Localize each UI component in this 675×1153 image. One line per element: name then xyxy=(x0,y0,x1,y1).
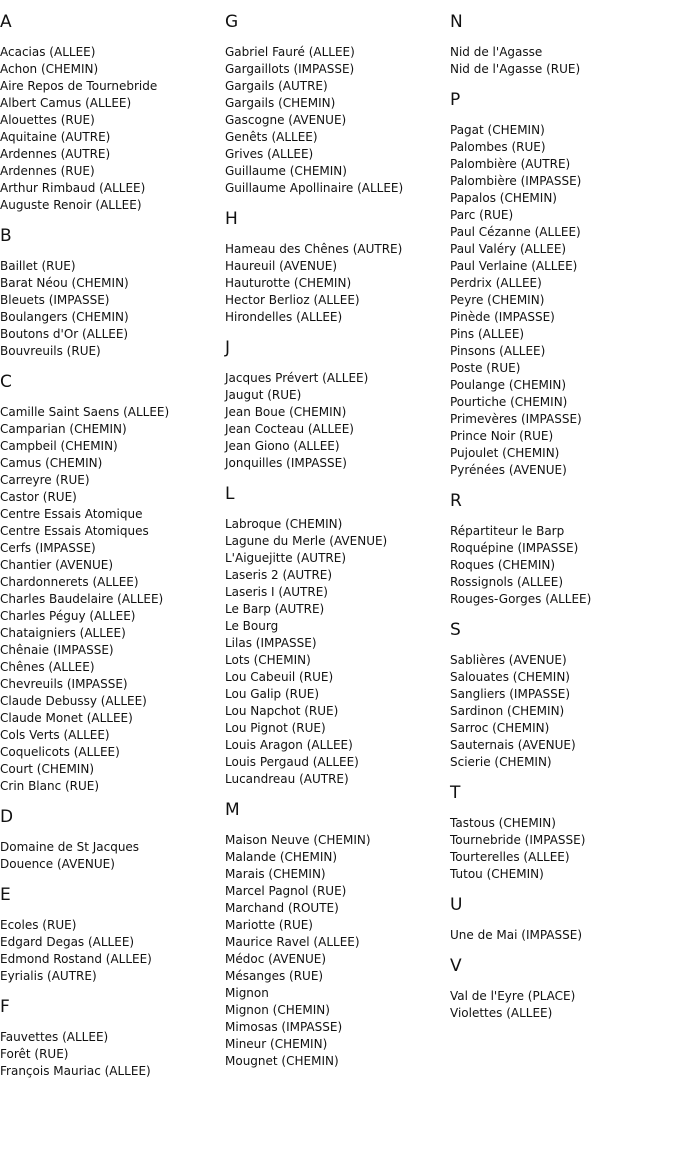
street-list xyxy=(225,370,450,472)
street-entry: Arthur Rimbaud (ALLEE) xyxy=(0,181,146,195)
street-entry: Pinsons (ALLEE) xyxy=(450,344,546,358)
street-entry: Boutons d'Or (ALLEE) xyxy=(0,327,129,341)
street-entry: Centre Essais Atomiques xyxy=(0,524,149,538)
section-letter-heading: B xyxy=(0,226,12,246)
street-entry: Louis Aragon (ALLEE) xyxy=(225,738,353,752)
street-entry: Rossignols (ALLEE) xyxy=(450,575,564,589)
street-entry: Une de Mai (IMPASSE) xyxy=(450,928,583,942)
letter-section-h xyxy=(225,209,450,326)
street-entry: Maurice Ravel (ALLEE) xyxy=(225,935,360,949)
street-list xyxy=(450,523,675,608)
street-entry: Mimosas (IMPASSE) xyxy=(225,1020,343,1034)
street-entry: Eyrialis (AUTRE) xyxy=(0,969,97,983)
street-entry: Aquitaine (AUTRE) xyxy=(0,130,111,144)
letter-section-c xyxy=(0,372,225,795)
street-entry: Claude Debussy (ALLEE) xyxy=(0,694,147,708)
letter-section-b xyxy=(0,226,225,360)
street-entry: Marcel Pagnol (RUE) xyxy=(225,884,347,898)
section-letter-heading: V xyxy=(450,956,462,976)
section-letter-heading: T xyxy=(450,783,461,803)
letter-section-l xyxy=(225,484,450,788)
street-entry: Genêts (ALLEE) xyxy=(225,130,318,144)
street-entry: Perdrix (ALLEE) xyxy=(450,276,542,290)
street-entry: Poulange (CHEMIN) xyxy=(450,378,567,392)
street-entry: Le Barp (AUTRE) xyxy=(225,602,325,616)
street-entry: Baillet (RUE) xyxy=(0,259,76,273)
street-entry: Salouates (CHEMIN) xyxy=(450,670,570,684)
street-entry: Lilas (IMPASSE) xyxy=(225,636,317,650)
street-entry: Jean Cocteau (ALLEE) xyxy=(225,422,354,436)
section-letter-heading: L xyxy=(225,484,235,504)
street-entry: Poste (RUE) xyxy=(450,361,521,375)
street-entry: Mésanges (RUE) xyxy=(225,969,324,983)
letter-section-m xyxy=(225,800,450,1070)
street-entry: Médoc (AVENUE) xyxy=(225,952,327,966)
street-list xyxy=(450,988,675,1022)
letter-section-n xyxy=(450,12,675,78)
section-letter-heading: C xyxy=(0,372,12,392)
section-letter-heading: G xyxy=(225,12,239,32)
street-entry: Chantier (AVENUE) xyxy=(0,558,114,572)
street-entry: Edmond Rostand (ALLEE) xyxy=(0,952,152,966)
street-entry: Jaugut (RUE) xyxy=(225,388,302,402)
street-entry: Mariotte (RUE) xyxy=(225,918,313,932)
section-letter-heading: S xyxy=(450,620,461,640)
street-entry: Court (CHEMIN) xyxy=(0,762,94,776)
street-entry: Alouettes (RUE) xyxy=(0,113,95,127)
street-entry: Scierie (CHEMIN) xyxy=(450,755,552,769)
street-entry: L'Aiguejitte (AUTRE) xyxy=(225,551,347,565)
street-entry: Chataigniers (ALLEE) xyxy=(0,626,126,640)
street-list xyxy=(225,832,450,1070)
street-entry: Gargails (AUTRE) xyxy=(225,79,328,93)
street-entry: Pyrénées (AVENUE) xyxy=(450,463,567,477)
street-entry: Pinède (IMPASSE) xyxy=(450,310,555,324)
street-list xyxy=(450,927,675,944)
street-entry: Campbeil (CHEMIN) xyxy=(0,439,118,453)
street-entry: Edgard Degas (ALLEE) xyxy=(0,935,135,949)
street-entry: Ecoles (RUE) xyxy=(0,918,77,932)
street-entry: Achon (CHEMIN) xyxy=(0,62,99,76)
letter-section-u xyxy=(450,895,675,944)
street-entry: Lots (CHEMIN) xyxy=(225,653,311,667)
street-entry: Maison Neuve (CHEMIN) xyxy=(225,833,371,847)
street-list xyxy=(225,516,450,788)
section-letter-heading: J xyxy=(225,338,231,358)
street-entry: Mineur (CHEMIN) xyxy=(225,1037,328,1051)
street-entry: Boulangers (CHEMIN) xyxy=(0,310,129,324)
street-entry: Sablières (AVENUE) xyxy=(450,653,567,667)
section-letter-heading: N xyxy=(450,12,463,32)
street-entry: François Mauriac (ALLEE) xyxy=(0,1064,151,1078)
street-entry: Camille Saint Saens (ALLEE) xyxy=(0,405,170,419)
street-entry: Le Bourg xyxy=(225,619,279,633)
street-entry: Prince Noir (RUE) xyxy=(450,429,554,443)
section-letter-heading: A xyxy=(0,12,12,32)
street-entry: Mignon (CHEMIN) xyxy=(225,1003,330,1017)
section-letter-heading: F xyxy=(0,997,10,1017)
street-entry: Roques (CHEMIN) xyxy=(450,558,556,572)
street-entry: Cols Verts (ALLEE) xyxy=(0,728,110,742)
letter-section-v xyxy=(450,956,675,1022)
street-entry: Barat Néou (CHEMIN) xyxy=(0,276,129,290)
street-entry: Chênaie (IMPASSE) xyxy=(0,643,114,657)
letter-section-a xyxy=(0,12,225,214)
street-list xyxy=(0,258,225,360)
street-entry: Gabriel Fauré (ALLEE) xyxy=(225,45,355,59)
street-entry: Domaine de St Jacques xyxy=(0,840,140,854)
street-entry: Claude Monet (ALLEE) xyxy=(0,711,133,725)
street-entry: Hauturotte (CHEMIN) xyxy=(225,276,352,290)
street-entry: Lou Pignot (RUE) xyxy=(225,721,326,735)
street-entry: Sauternais (AVENUE) xyxy=(450,738,576,752)
street-entry: Palombière (IMPASSE) xyxy=(450,174,582,188)
street-entry: Lou Galip (RUE) xyxy=(225,687,320,701)
street-entry: Hirondelles (ALLEE) xyxy=(225,310,343,324)
street-entry: Gargaillots (IMPASSE) xyxy=(225,62,355,76)
street-entry: Bleuets (IMPASSE) xyxy=(0,293,110,307)
street-entry: Palombière (AUTRE) xyxy=(450,157,571,171)
letter-section-g xyxy=(225,12,450,197)
street-entry: Sangliers (IMPASSE) xyxy=(450,687,570,701)
street-entry: Charles Baudelaire (ALLEE) xyxy=(0,592,164,606)
street-entry: Haureuil (AVENUE) xyxy=(225,259,338,273)
street-entry: Jean Boue (CHEMIN) xyxy=(225,405,347,419)
letter-section-r xyxy=(450,491,675,608)
street-entry: Sardinon (CHEMIN) xyxy=(450,704,565,718)
street-entry: Chardonnerets (ALLEE) xyxy=(0,575,139,589)
street-list xyxy=(0,404,225,795)
street-entry: Douence (AVENUE) xyxy=(0,857,115,871)
street-entry: Pujoulet (CHEMIN) xyxy=(450,446,560,460)
column-1 xyxy=(0,0,225,1080)
street-entry: Forêt (RUE) xyxy=(0,1047,69,1061)
letter-section-d xyxy=(0,807,225,873)
street-entry: Guillaume (CHEMIN) xyxy=(225,164,347,178)
street-entry: Carreyre (RUE) xyxy=(0,473,90,487)
street-entry: Laseris 2 (AUTRE) xyxy=(225,568,333,582)
section-letter-heading: E xyxy=(0,885,11,905)
street-entry: Laseris I (AUTRE) xyxy=(225,585,328,599)
street-entry: Palombes (RUE) xyxy=(450,140,546,154)
street-entry: Violettes (ALLEE) xyxy=(450,1006,553,1020)
street-entry: Ardennes (RUE) xyxy=(0,164,95,178)
street-list xyxy=(225,44,450,197)
street-list xyxy=(450,122,675,479)
street-entry: Lucandreau (AUTRE) xyxy=(225,772,349,786)
street-entry: Albert Camus (ALLEE) xyxy=(0,96,132,110)
street-entry: Gargails (CHEMIN) xyxy=(225,96,336,110)
street-entry: Hector Berlioz (ALLEE) xyxy=(225,293,360,307)
letter-section-s xyxy=(450,620,675,771)
street-entry: Pins (ALLEE) xyxy=(450,327,525,341)
section-letter-heading: M xyxy=(225,800,240,820)
street-entry: Sarroc (CHEMIN) xyxy=(450,721,550,735)
letter-section-p xyxy=(450,90,675,479)
section-letter-heading: H xyxy=(225,209,238,229)
street-entry: Jean Giono (ALLEE) xyxy=(225,439,340,453)
street-entry: Grives (ALLEE) xyxy=(225,147,314,161)
street-list xyxy=(0,1029,225,1080)
street-entry: Lou Napchot (RUE) xyxy=(225,704,339,718)
street-list xyxy=(0,44,225,214)
street-list xyxy=(0,839,225,873)
street-entry: Rouges-Gorges (ALLEE) xyxy=(450,592,592,606)
street-entry: Aire Repos de Tournebride xyxy=(0,79,158,93)
street-entry: Louis Pergaud (ALLEE) xyxy=(225,755,359,769)
street-entry: Tourterelles (ALLEE) xyxy=(450,850,570,864)
column-2 xyxy=(225,0,450,1070)
section-letter-heading: P xyxy=(450,90,461,110)
street-entry: Chênes (ALLEE) xyxy=(0,660,95,674)
street-list xyxy=(450,44,675,78)
street-entry: Jacques Prévert (ALLEE) xyxy=(225,371,369,385)
street-entry: Tastous (CHEMIN) xyxy=(450,816,556,830)
street-entry: Camus (CHEMIN) xyxy=(0,456,103,470)
street-list xyxy=(450,815,675,883)
street-entry: Pourtiche (CHEMIN) xyxy=(450,395,568,409)
street-entry: Camparian (CHEMIN) xyxy=(0,422,127,436)
column-3 xyxy=(450,0,675,1022)
section-letter-heading: R xyxy=(450,491,462,511)
street-entry: Centre Essais Atomique xyxy=(0,507,143,521)
street-entry: Ardennes (AUTRE) xyxy=(0,147,111,161)
street-entry: Nid de l'Agasse (RUE) xyxy=(450,62,581,76)
section-letter-heading: U xyxy=(450,895,463,915)
street-entry: Pagat (CHEMIN) xyxy=(450,123,545,137)
letter-section-t xyxy=(450,783,675,883)
street-entry: Papalos (CHEMIN) xyxy=(450,191,557,205)
street-list xyxy=(450,652,675,771)
street-entry: Peyre (CHEMIN) xyxy=(450,293,545,307)
street-entry: Mignon xyxy=(225,986,269,1000)
letter-section-f xyxy=(0,997,225,1080)
street-entry: Roquépine (IMPASSE) xyxy=(450,541,579,555)
street-entry: Cerfs (IMPASSE) xyxy=(0,541,96,555)
street-entry: Bouvreuils (RUE) xyxy=(0,344,101,358)
street-entry: Crin Blanc (RUE) xyxy=(0,779,100,793)
street-entry: Acacias (ALLEE) xyxy=(0,45,96,59)
letter-section-j xyxy=(225,338,450,472)
street-entry: Mougnet (CHEMIN) xyxy=(225,1054,339,1068)
street-entry: Guillaume Apollinaire (ALLEE) xyxy=(225,181,404,195)
street-entry: Labroque (CHEMIN) xyxy=(225,517,343,531)
street-entry: Lou Cabeuil (RUE) xyxy=(225,670,334,684)
street-entry: Gascogne (AVENUE) xyxy=(225,113,347,127)
street-entry: Charles Péguy (ALLEE) xyxy=(0,609,136,623)
street-entry: Auguste Renoir (ALLEE) xyxy=(0,198,142,212)
street-entry: Fauvettes (ALLEE) xyxy=(0,1030,109,1044)
letter-section-e xyxy=(0,885,225,985)
street-list xyxy=(0,917,225,985)
street-entry: Paul Cézanne (ALLEE) xyxy=(450,225,581,239)
street-entry: Coquelicots (ALLEE) xyxy=(0,745,120,759)
street-entry: Marais (CHEMIN) xyxy=(225,867,326,881)
street-entry: Parc (RUE) xyxy=(450,208,514,222)
street-entry: Castor (RUE) xyxy=(0,490,77,504)
street-entry: Nid de l'Agasse xyxy=(450,45,543,59)
street-entry: Tournebride (IMPASSE) xyxy=(450,833,586,847)
street-entry: Tutou (CHEMIN) xyxy=(450,867,544,881)
street-entry: Val de l'Eyre (PLACE) xyxy=(450,989,576,1003)
street-entry: Paul Verlaine (ALLEE) xyxy=(450,259,578,273)
street-entry: Malande (CHEMIN) xyxy=(225,850,338,864)
street-entry: Marchand (ROUTE) xyxy=(225,901,339,915)
street-entry: Chevreuils (IMPASSE) xyxy=(0,677,128,691)
section-letter-heading: D xyxy=(0,807,14,827)
street-entry: Répartiteur le Barp xyxy=(450,524,565,538)
street-list xyxy=(225,241,450,326)
street-entry: Lagune du Merle (AVENUE) xyxy=(225,534,388,548)
street-entry: Jonquilles (IMPASSE) xyxy=(225,456,347,470)
street-entry: Paul Valéry (ALLEE) xyxy=(450,242,567,256)
street-entry: Primevères (IMPASSE) xyxy=(450,412,582,426)
street-entry: Hameau des Chênes (AUTRE) xyxy=(225,242,403,256)
